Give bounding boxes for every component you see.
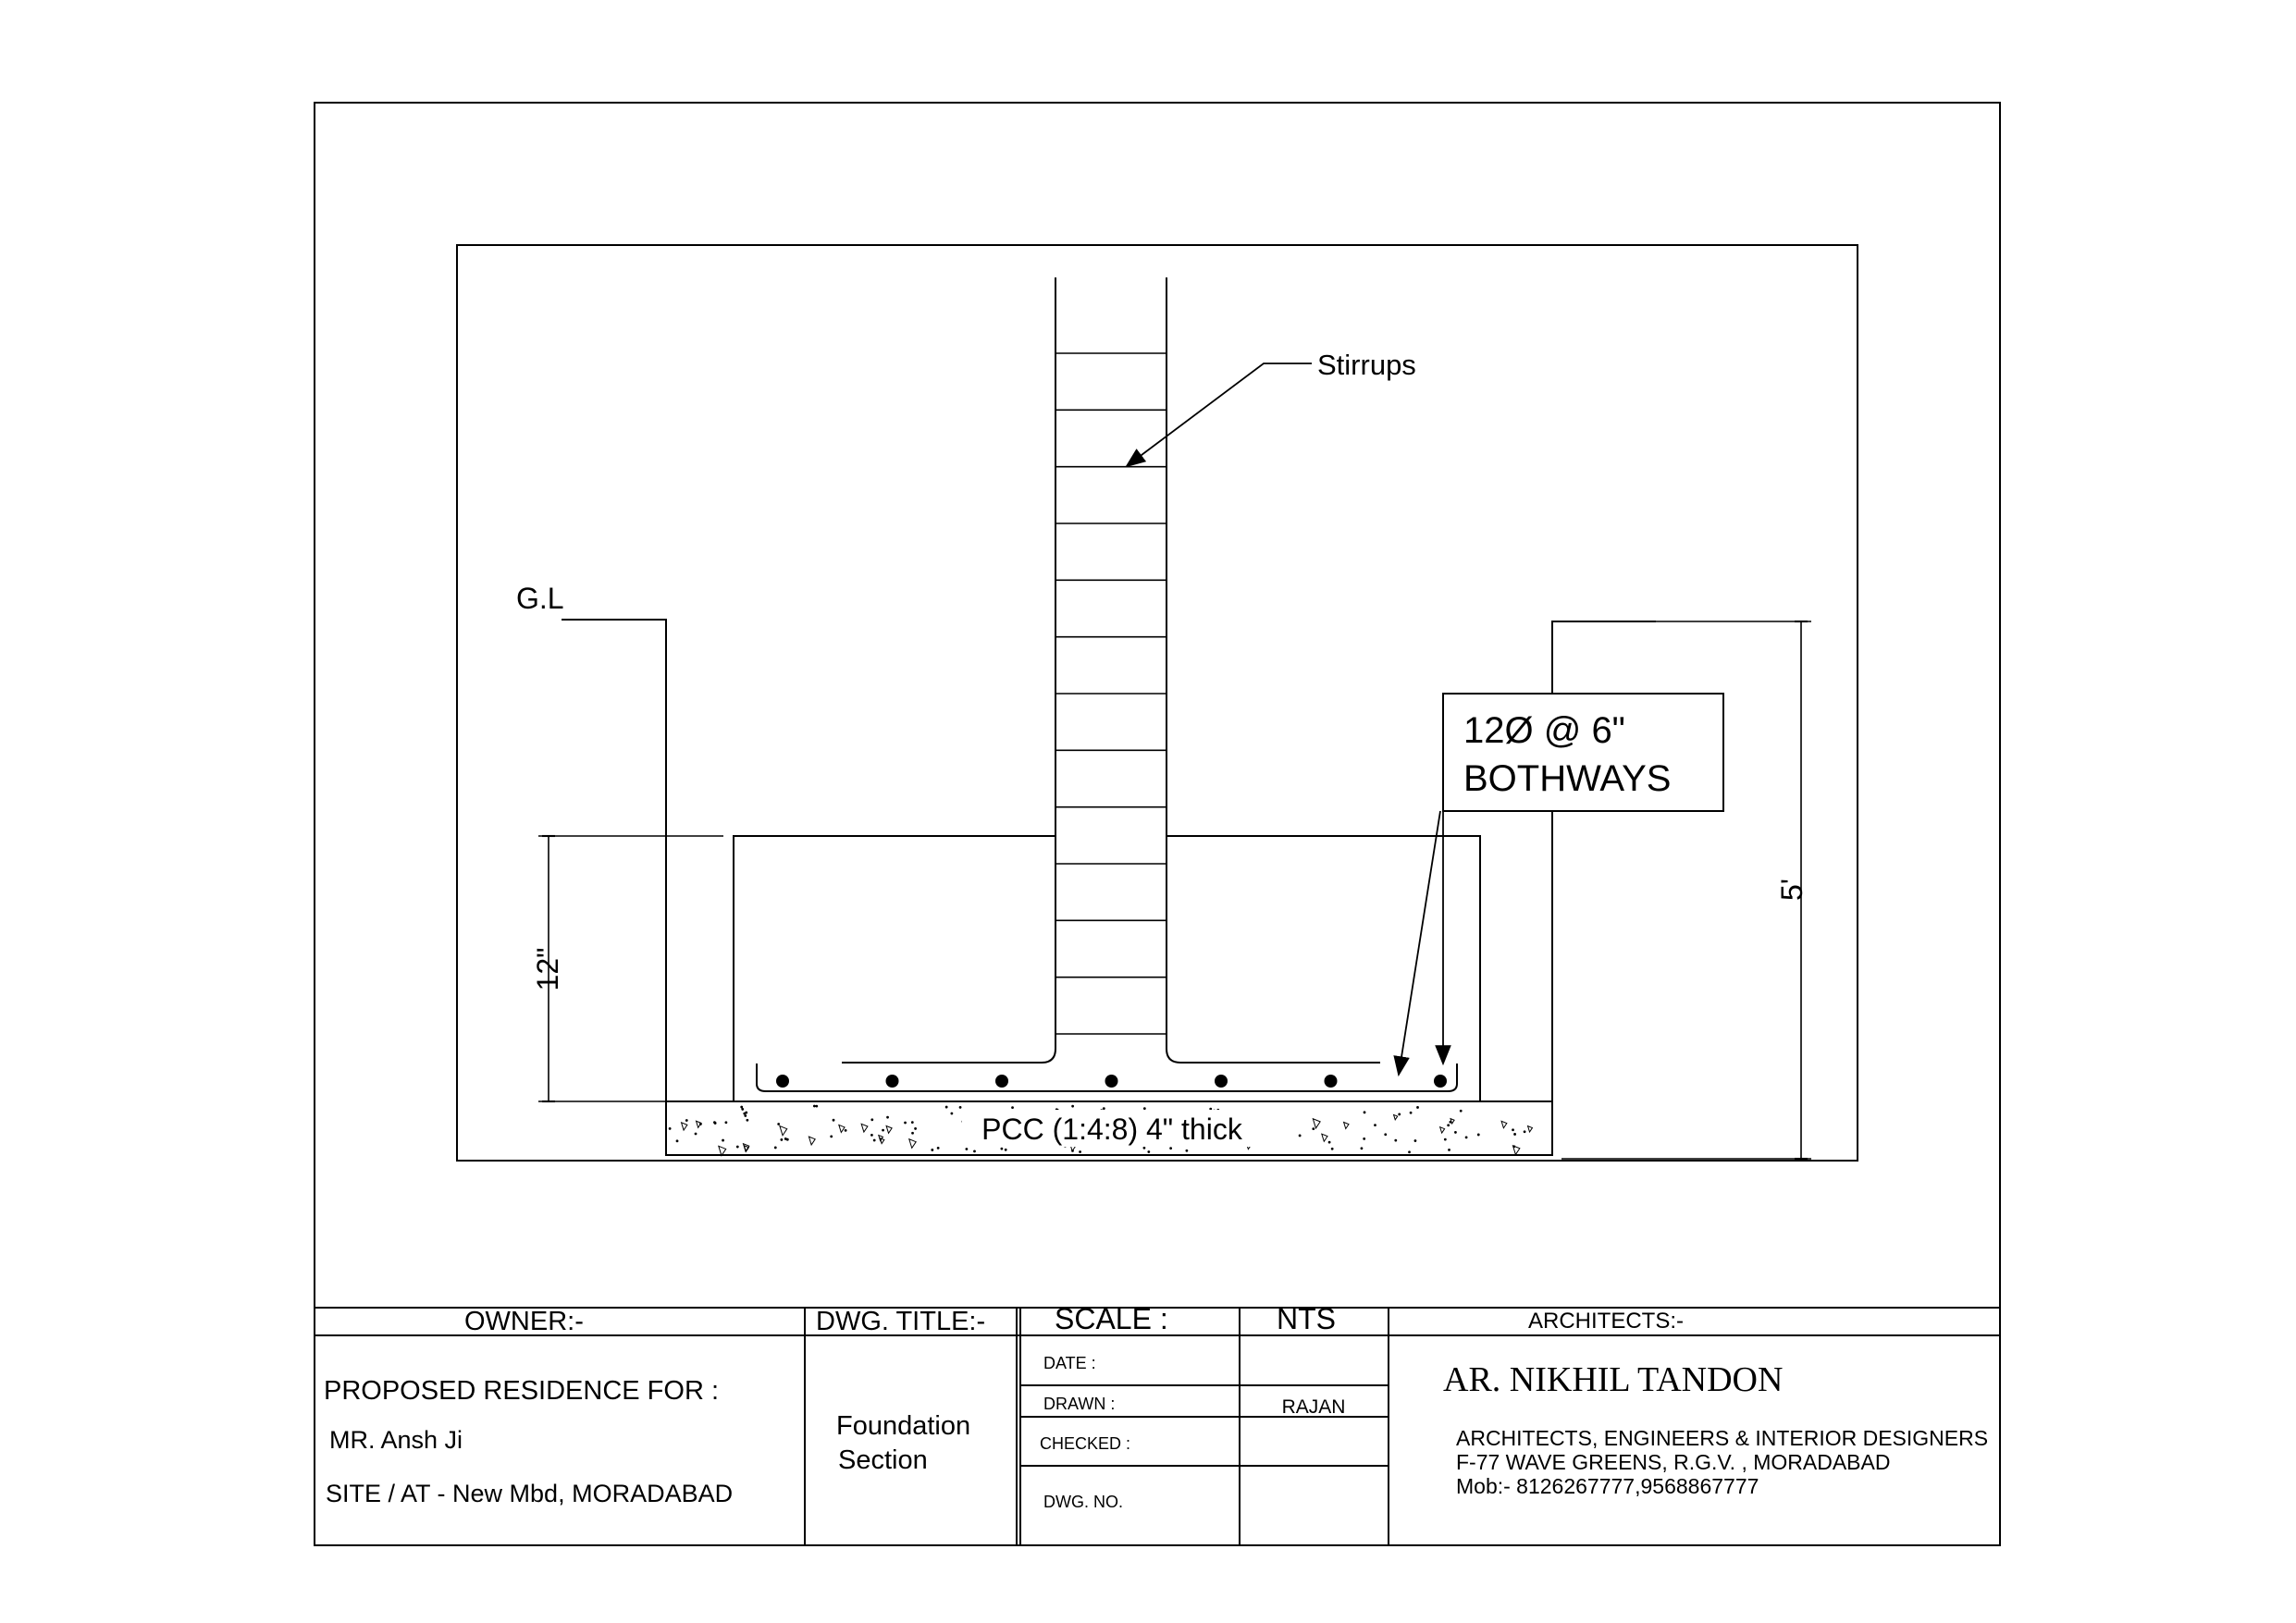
pcc-speck xyxy=(1364,1112,1365,1113)
pcc-label: PCC (1:4:8) 4" thick xyxy=(981,1113,1242,1146)
pcc-speck xyxy=(813,1105,815,1107)
pcc-speck xyxy=(1148,1151,1150,1153)
pcc-speck xyxy=(1364,1137,1365,1139)
rebar-dot xyxy=(1215,1075,1228,1088)
checked-label: CHECKED : xyxy=(1040,1434,1131,1453)
pcc-speck xyxy=(676,1140,678,1142)
pcc-speck xyxy=(932,1150,933,1151)
stirrups-leader xyxy=(1127,363,1312,466)
rebar-dots xyxy=(776,1075,1447,1088)
pcc-speck xyxy=(1143,1108,1145,1110)
pcc-speck xyxy=(1328,1141,1330,1143)
pcc-speck xyxy=(1375,1125,1376,1126)
ground-level-label: G.L xyxy=(516,582,564,615)
pcc-speck xyxy=(741,1106,743,1108)
pcc-speck xyxy=(871,1134,873,1136)
pcc-speck xyxy=(945,1106,947,1108)
pcc-speck xyxy=(736,1146,738,1148)
pcc-speck xyxy=(1417,1107,1419,1109)
pcc-speck xyxy=(1465,1137,1467,1138)
pcc-speck xyxy=(816,1105,818,1107)
pcc-speck xyxy=(784,1138,786,1140)
rebar-callout-line1: 12Ø @ 6" xyxy=(1463,710,1625,751)
pcc-speck xyxy=(1005,1149,1006,1150)
pcc-speck xyxy=(1012,1107,1014,1109)
pcc-speck xyxy=(1080,1151,1081,1153)
pcc-speck xyxy=(883,1129,884,1131)
pcc-speck xyxy=(1395,1139,1397,1141)
pcc-speck xyxy=(915,1128,917,1130)
pcc-bed xyxy=(666,1101,1552,1156)
column xyxy=(842,277,1380,1063)
pcc-speck xyxy=(747,1119,748,1121)
pcc-speck xyxy=(695,1133,697,1135)
pcc-speck xyxy=(1399,1113,1401,1115)
pcc-speck xyxy=(742,1109,744,1111)
pcc-speck xyxy=(912,1132,914,1134)
pcc-speck xyxy=(1299,1135,1301,1137)
rebar-dot xyxy=(1325,1075,1338,1088)
owner-name: MR. Ansh Ji xyxy=(329,1426,463,1454)
pcc-speck xyxy=(722,1139,724,1141)
site-address: SITE / AT - New Mbd, MORADABAD xyxy=(326,1480,734,1507)
pcc-speck xyxy=(1331,1148,1333,1150)
footing-depth-dimension xyxy=(538,836,723,1101)
date-label: DATE : xyxy=(1043,1354,1096,1372)
footing-outline xyxy=(734,836,1480,1101)
pcc-speck xyxy=(1001,1148,1003,1150)
pcc-speck xyxy=(1072,1150,1074,1151)
project-line: PROPOSED RESIDENCE FOR : xyxy=(324,1376,720,1406)
pcc-speck xyxy=(959,1106,961,1108)
pcc-speck xyxy=(1072,1105,1074,1107)
pcc-speck xyxy=(1313,1128,1315,1130)
pcc-speck xyxy=(831,1136,833,1137)
pcc-speck xyxy=(1449,1149,1450,1150)
pcc-speck xyxy=(1448,1125,1450,1126)
rebar-dot xyxy=(995,1075,1008,1088)
firm-line3: Mob:- 8126267777,9568867777 xyxy=(1456,1474,1759,1498)
pcc-speck xyxy=(1170,1148,1172,1150)
pcc-speck xyxy=(1512,1129,1514,1131)
pcc-speck xyxy=(845,1129,846,1131)
footing-depth-label: 12" xyxy=(531,947,564,991)
pcc-speck xyxy=(966,1149,968,1150)
pcc-speck xyxy=(1460,1110,1462,1112)
pcc-speck xyxy=(781,1139,783,1141)
rebar-dot xyxy=(1434,1075,1447,1088)
pcc-speck xyxy=(745,1115,747,1117)
pcc-speck xyxy=(873,1139,875,1141)
pcc-speck xyxy=(1103,1108,1105,1110)
pcc-speck xyxy=(725,1122,727,1124)
pcc-speck xyxy=(746,1112,747,1113)
pcc-speck xyxy=(700,1124,702,1125)
pcc-speck xyxy=(1361,1148,1363,1150)
pcc-speck xyxy=(905,1122,907,1124)
stirrup-set xyxy=(1055,353,1167,1034)
rebar-dot xyxy=(1105,1075,1118,1088)
pcc-speck xyxy=(974,1150,976,1152)
pcc-speck xyxy=(1524,1131,1525,1133)
pcc-speck xyxy=(685,1120,687,1122)
pcc-speck xyxy=(1210,1108,1212,1110)
pcc-speck xyxy=(871,1119,873,1121)
pcc-speck xyxy=(1514,1134,1516,1136)
rebar-callout-line2: BOTHWAYS xyxy=(1463,758,1672,799)
pcc-speck xyxy=(1414,1140,1416,1142)
drawn-value: RAJAN xyxy=(1281,1396,1346,1418)
pcc-speck xyxy=(951,1113,953,1114)
pcc-speck xyxy=(778,1124,780,1125)
pcc-speck xyxy=(669,1127,671,1129)
pcc-speck xyxy=(937,1147,939,1149)
owner-header: OWNER:- xyxy=(464,1307,584,1336)
pcc-speck xyxy=(1385,1134,1387,1136)
firm-line2: F-77 WAVE GREENS, R.G.V. , MORADABAD xyxy=(1456,1450,1891,1474)
pcc-speck xyxy=(786,1138,788,1140)
pcc-speck xyxy=(1410,1112,1412,1113)
firm-line1: ARCHITECTS, ENGINEERS & INTERIOR DESIGNERS xyxy=(1456,1426,1989,1450)
architects-header: ARCHITECTS:- xyxy=(1528,1309,1684,1334)
rebar-dot xyxy=(776,1075,789,1088)
dwg-no-label: DWG. NO. xyxy=(1043,1493,1123,1511)
dwg-title-header: DWG. TITLE:- xyxy=(816,1307,986,1336)
pcc-speck xyxy=(833,1119,834,1121)
pcc-speck xyxy=(1450,1121,1451,1123)
dwg-title-line1: Foundation xyxy=(836,1411,971,1441)
scale-value: NTS xyxy=(1277,1302,1336,1335)
drawn-label: DRAWN : xyxy=(1043,1395,1116,1413)
pcc-speck xyxy=(887,1116,889,1118)
pcc-speck xyxy=(1143,1147,1145,1149)
stirrups-label: Stirrups xyxy=(1317,349,1416,381)
rebar-callout xyxy=(1399,694,1723,1075)
pcc-speck xyxy=(1409,1151,1411,1153)
pcc-speck xyxy=(1455,1132,1457,1134)
pcc-speck xyxy=(774,1147,776,1149)
pcc-speck xyxy=(1477,1134,1479,1136)
pcc-speck xyxy=(714,1122,716,1124)
pcc-speck xyxy=(911,1122,913,1124)
pcc-speck xyxy=(1186,1150,1188,1151)
rebar-dot xyxy=(886,1075,899,1088)
pcc-speck xyxy=(1513,1146,1515,1148)
pcc-speck xyxy=(1444,1138,1446,1140)
dwg-title-line2: Section xyxy=(838,1445,928,1475)
total-depth-label: 5' xyxy=(1775,879,1808,901)
architect-name: AR. NIKHIL TANDON xyxy=(1443,1360,1784,1399)
scale-header: SCALE : xyxy=(1055,1302,1168,1335)
